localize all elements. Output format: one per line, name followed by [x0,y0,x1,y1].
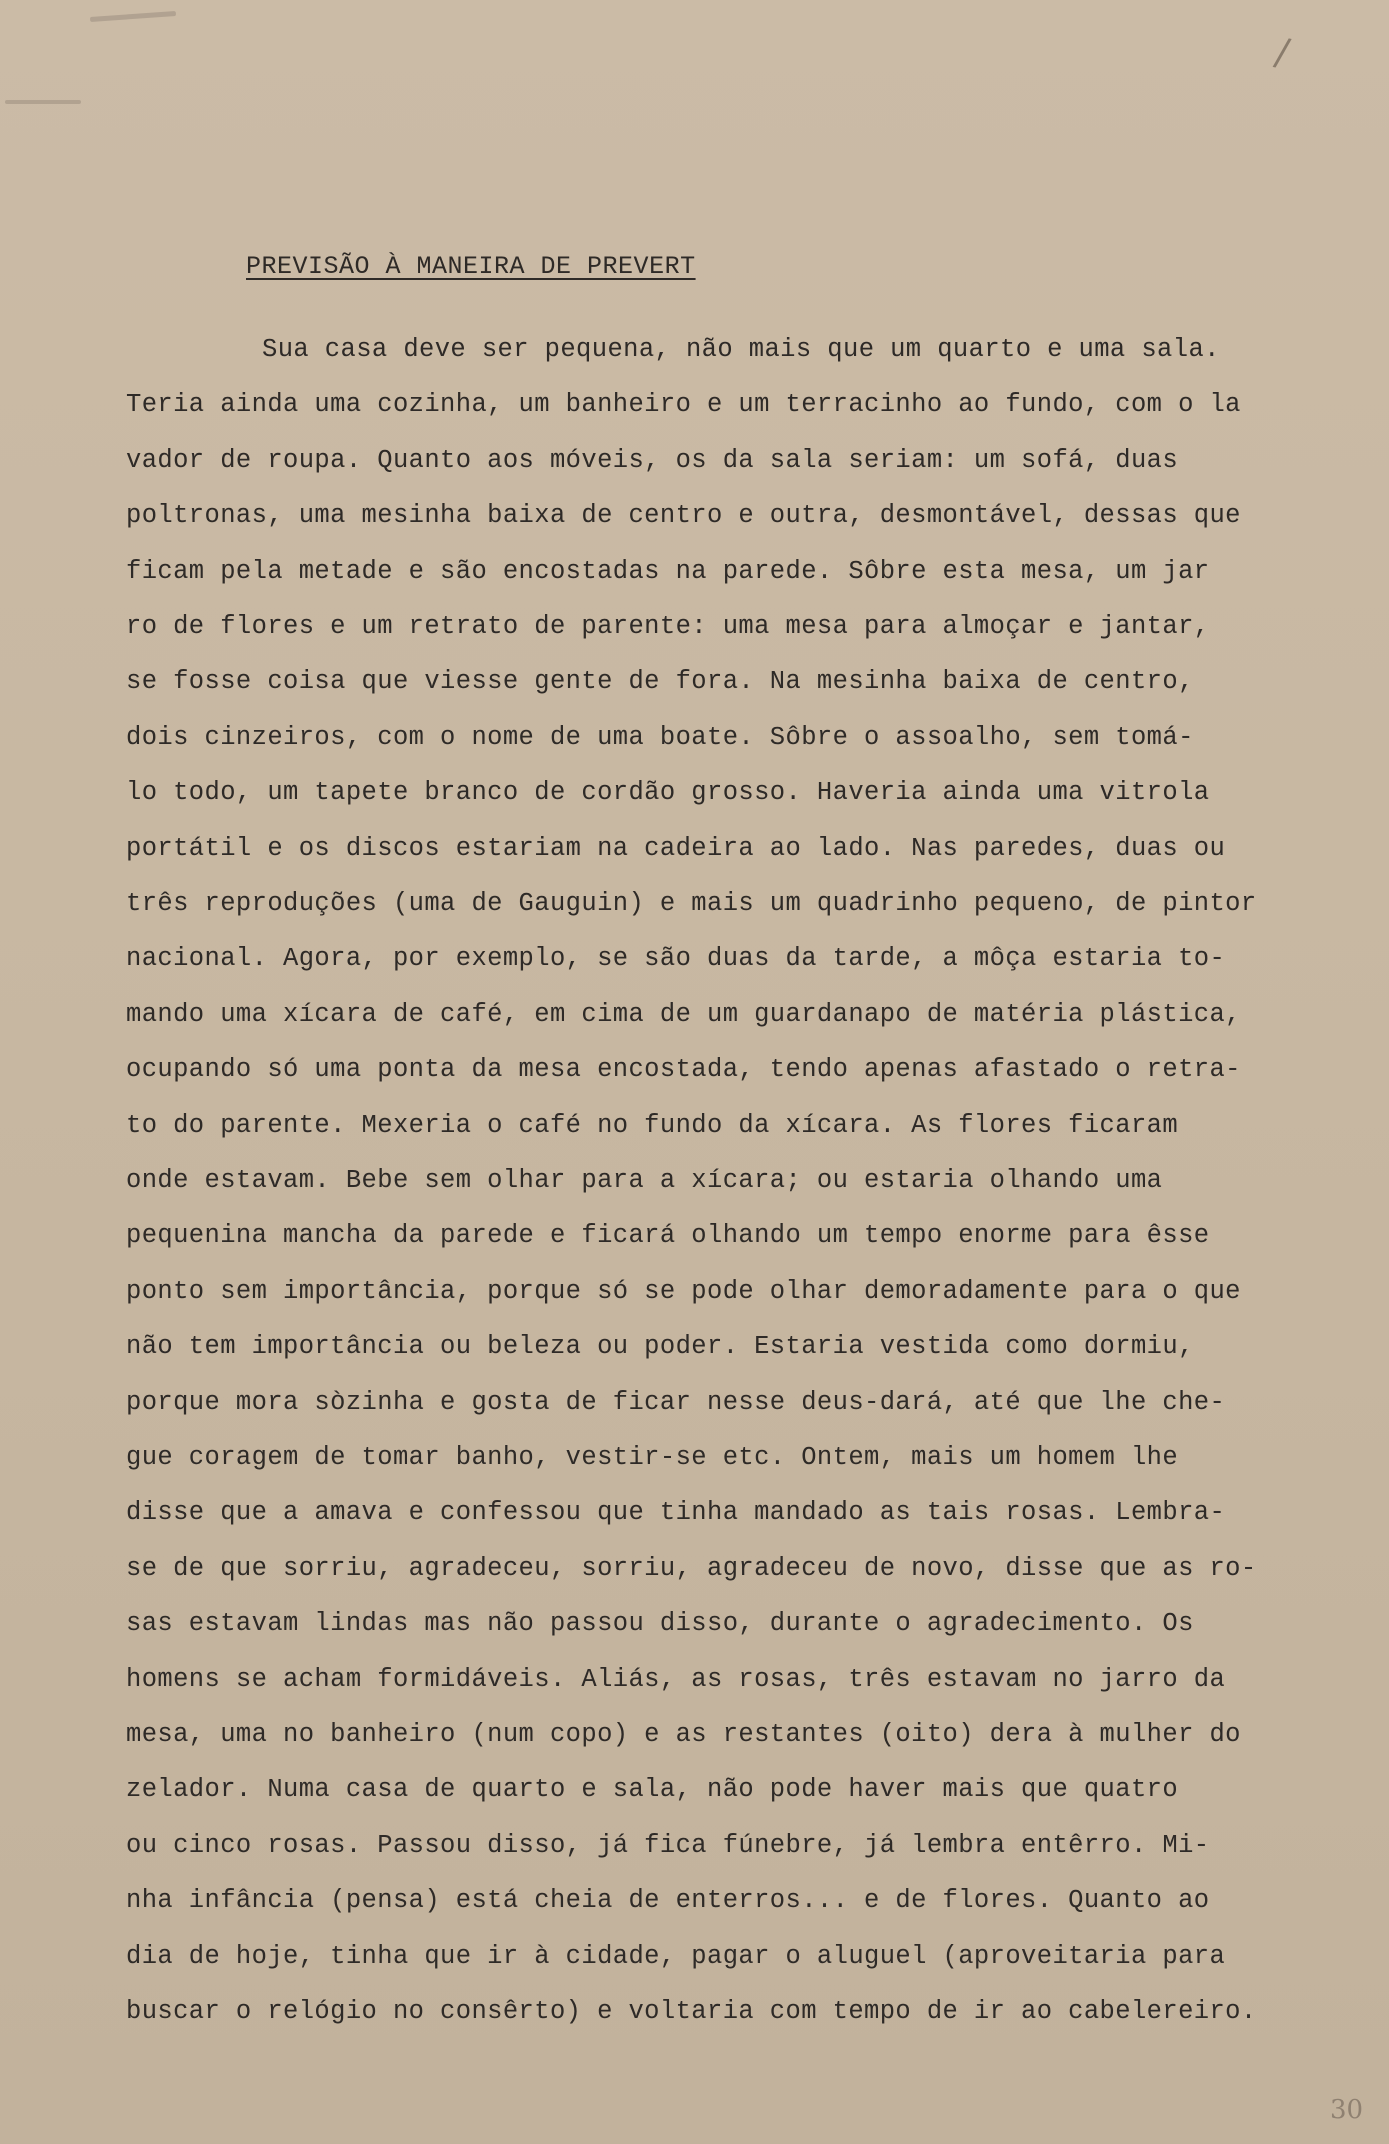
text-line: mando uma xícara de café, em cima de um guardanapo de matéria plástica, [126,999,1241,1029]
text-line: dia de hoje, tinha que ir à cidade, pagar o aluguel (aproveitaria para [126,1941,1226,1971]
text-line: se de que sorriu, agradeceu, sorriu, agradeceu de novo, disse que as ro- [126,1553,1257,1583]
text-line: pequenina mancha da parede e ficará olhando um tempo enorme para êsse [126,1221,1210,1251]
text-line: Teria ainda uma cozinha, um banheiro e um terracinho ao fundo, com o la [126,390,1241,420]
text-line: lo todo, um tapete branco de cordão grosso. Haveria ainda uma vitrola [126,778,1210,808]
text-line: sas estavam lindas mas não passou disso, durante o agradecimento. Os [126,1609,1194,1639]
ink-smudge [90,11,176,22]
text-line: poltronas, uma mesinha baixa de centro e outra, desmontável, dessas que [126,501,1241,531]
text-line: mesa, uma no banheiro (num copo) e as restantes (oito) dera à mulher do [126,1720,1241,1749]
text-line: vador de roupa. Quanto aos móveis, os da sala seriam: um sofá, duas [126,445,1179,475]
text-line: ponto sem importância, porque só se pode olhar demoradamente para o que [126,1276,1241,1306]
text-line: disse que a amava e confessou que tinha mandado as tais rosas. Lembra- [126,1498,1226,1528]
text-line: ficam pela metade e são encostadas na parede. Sôbre esta mesa, um jar [126,556,1210,586]
document-title: PREVISÃO À MANEIRA DE PREVERT [246,252,696,281]
text-line: homens se acham formidáveis. Aliás, as rosas, três estavam no jarro da [126,1664,1226,1694]
pencil-corner-mark: / [1271,29,1294,75]
text-line: se fosse coisa que viesse gente de fora. Na mesinha baixa de centro, [126,667,1194,697]
text-line: não tem importância ou beleza ou poder. Estaria vestida como dormiu, [126,1332,1194,1362]
text-line: gue coragem de tomar banho, vestir-se etc. Ontem, mais um homem lhe [126,1443,1179,1472]
text-line: nacional. Agora, por exemplo, se são duas da tarde, a môça estaria to- [126,944,1226,974]
page-number-mark: 30 [1330,2095,1364,2125]
text-line: ro de flores e um retrato de parente: uma mesa para almoçar e jantar, [126,612,1210,641]
text-line: porque mora sòzinha e gosta de ficar nesse deus-dará, até que lhe che- [126,1387,1226,1417]
text-line: três reproduções (uma de Gauguin) e mais um quadrinho pequeno, de pintor [126,889,1257,918]
text-line: zelador. Numa casa de quarto e sala, não pode haver mais que quatro [126,1775,1179,1805]
text-line: ou cinco rosas. Passou disso, já fica fúnebre, já lembra entêrro. Mi- [126,1830,1210,1860]
ink-smudge [5,100,81,104]
text-line: to do parente. Mexeria o café no fundo da xícara. As flores ficaram [126,1110,1179,1140]
text-line: ocupando só uma ponta da mesa encostada, tendo apenas afastado o retra- [126,1055,1241,1085]
text-line: buscar o relógio no consêrto) e voltaria com tempo de ir ao cabelereiro. [126,1997,1257,2026]
text-line: Sua casa deve ser pequena, não mais que um quarto e uma sala. [262,335,1220,364]
text-line: portátil e os discos estariam na cadeira ao lado. Nas paredes, duas ou [126,833,1226,863]
text-line: onde estavam. Bebe sem olhar para a xícara; ou estaria olhando uma [126,1166,1163,1195]
text-line: nha infância (pensa) está cheia de enterros... e de flores. Quanto ao [126,1886,1210,1916]
text-line: dois cinzeiros, com o nome de uma boate. Sôbre o assoalho, sem tomá- [126,722,1194,752]
